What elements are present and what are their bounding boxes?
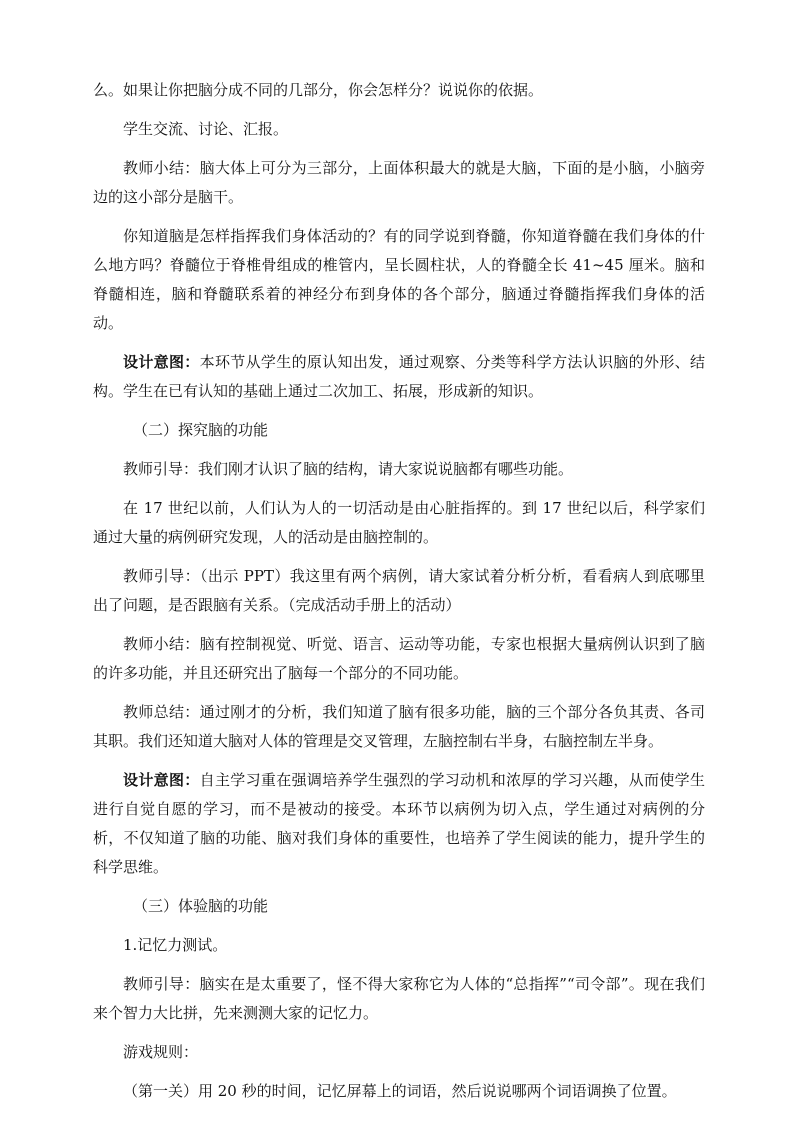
design-intent-label: 设计意图： (123, 771, 200, 789)
paragraph: 1.记忆力测试。 (123, 936, 228, 954)
paragraph: 教师小结：脑大体上可分为三部分，上面体积最大的就是大脑，下面的是小脑，小脑旁边的这小部分是脑干。 (93, 159, 705, 206)
paragraph: 教师引导：我们刚才认识了脑的结构，请大家说说脑都有哪些功能。 (123, 460, 574, 478)
design-intent-label: 设计意图： (123, 353, 200, 371)
section-heading: （三）体验脑的功能 (133, 897, 269, 915)
section-heading: （二）探究脑的功能 (133, 421, 269, 439)
paragraph: 教师引导：脑实在是太重要了，怪不得大家称它为人体的“总指挥”“司令部”。现在我们来个智力大比拼，先来测测大家的记忆力。 (93, 975, 705, 1022)
paragraph: 学生交流、讨论、汇报。 (123, 120, 289, 138)
paragraph: （第一关）用 20 秒的时间，记忆屏幕上的词语，然后说说哪两个词语调换了位置。 (123, 1082, 677, 1100)
paragraph: 教师引导：（出示 PPT）我这里有两个病例，请大家试着分析分析，看看病人到底哪里出了问题，是否跟脑有关系。（完成活动手册上的活动） (93, 567, 705, 614)
paragraph: 游戏规则： (123, 1043, 199, 1061)
paragraph: 在 17 世纪以前，人们认为人的一切活动是由心脏指挥的。到 17 世纪以后，科学家们通过大量的病例研究发现，人的活动是由脑控制的。 (93, 499, 705, 546)
design-intent-text: 本环节从学生的原认知出发，通过观察、分类等科学方法认识脑的外形、结构。学生在已有认知的基础上通过二次加工、拓展，形成新的知识。 (93, 353, 705, 400)
paragraph: 教师总结：通过刚才的分析，我们知道了脑有很多功能，脑的三个部分各负其责、各司其职。我们还知道大脑对人体的管理是交叉管理，左脑控制右半身，右脑控制左半身。 (93, 703, 705, 750)
design-intent-text: 自主学习重在强调培养学生强烈的学习动机和浓厚的学习兴趣，从而使学生进行自觉自愿的学习，而不是被动的接受。本环节以病例为切入点，学生通过对病例的分析，不仅知道了脑的功能、脑对我们身体的重要性，也培养了学生阅读的能力，提升学生的科学思维。 (93, 771, 705, 876)
document-body (93, 76, 705, 1116)
paragraph: 么。如果让你把脑分成不同的几部分，你会怎样分？说说你的依据。 (93, 81, 544, 99)
paragraph: 教师小结：脑有控制视觉、听觉、语言、运动等功能，专家也根据大量病例认识到了脑的许多功能，并且还研究出了脑每一个部分的不同功能。 (93, 635, 705, 682)
paragraph: 你知道脑是怎样指挥我们身体活动的？有的同学说到脊髓，你知道脊髓在我们身体的什么地方吗？脊髓位于脊椎骨组成的椎管内，呈长圆柱状，人的脊髓全长 41~45 厘米。脑和脊髓相连，脑和脊髓联系着的神经分布到身体的各个部分，脑通过脊髓指挥我们身体的活动。 (93, 227, 705, 332)
design-intent-paragraph (93, 766, 705, 882)
design-intent-paragraph (93, 348, 705, 406)
